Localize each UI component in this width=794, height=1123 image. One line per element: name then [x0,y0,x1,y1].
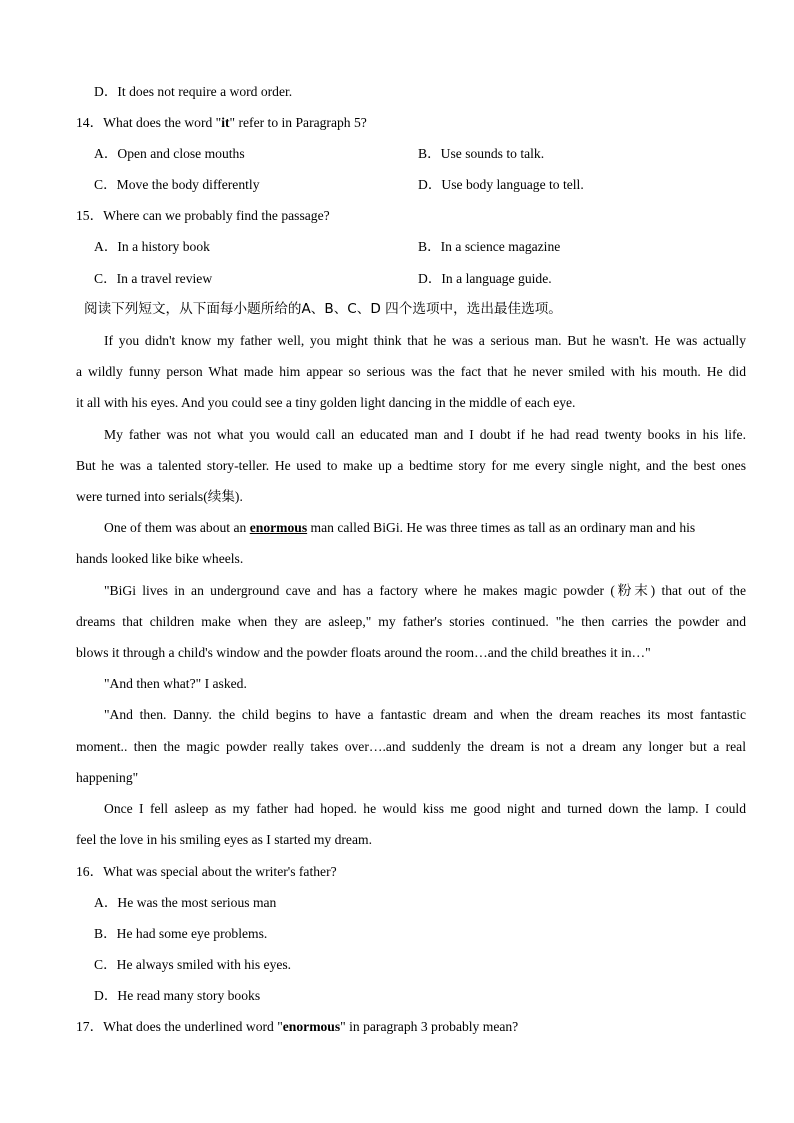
q14-option-b: B．Use sounds to talk. [418,146,545,161]
q16-stem: 16．What was special about the writer's father? [76,864,337,879]
q16-option-c: C．He always smiled with his eyes. [94,957,292,972]
q16-option-a: A．He was the most serious man [94,895,277,910]
q14-stem-post: " refer to in Paragraph 5? [229,115,367,130]
passage-line: a wildly funny person What made him appear so serious was the fact that he never smiled with his mouth. He did [76,364,746,379]
passage-line: it all with his eyes. And you could see a tiny golden light dancing in the middle of each eye. [76,395,576,410]
passage-line: My father was not what you would call an educated man and I doubt if he had read twenty books in his life. [104,427,746,442]
passage-line: blows it through a child's window and the powder floats around the room…and the child breathes it in…" [76,645,651,660]
q16-option-b: B．He had some eye problems. [94,926,268,941]
passage-line: hands looked like bike wheels. [76,551,244,566]
q14-option-c: C．Move the body differently [94,177,260,192]
q15-option-c: C．In a travel review [94,271,213,286]
underlined-word: enormous [249,520,308,535]
q17-stem-pre: 17．What does the underlined word " [76,1019,283,1034]
passage-p3-post: man called BiGi. He was three times as tall as an ordinary man and his [307,520,696,535]
passage-line: "And then. Danny. the child begins to have a fantastic dream and when the dream reaches its most fantastic [104,707,746,722]
q17-keyword: enormous [282,1019,341,1034]
passage-line: "And then what?" I asked. [104,676,247,691]
q14-stem-pre: 14．What does the word " [76,115,222,130]
passage-line [104,519,695,537]
passage-p3-pre: One of them was about an [104,520,250,535]
q17-stem [76,1018,518,1036]
q14-keyword: it [221,115,230,130]
q14-option-a: A．Open and close mouths [94,146,245,161]
reading-instruction: 阅读下列短文，从下面每小题所给的A、B、C、D 四个选项中，选出最佳选项。 [84,301,562,317]
q17-stem-post: " in paragraph 3 probably mean? [340,1019,519,1034]
q15-stem: 15．Where can we probably find the passage? [76,208,330,223]
passage-line: Once I fell asleep as my father had hoped. he would kiss me good night and turned down the lamp. I could [104,801,746,816]
passage-line: "BiGi lives in an underground cave and has a factory where he makes magic powder (粉末) that out of the [104,583,746,598]
passage-line: If you didn't know my father well, you might think that he was a serious man. But he wasn't. He was actually [104,333,746,348]
q15-option-b: B．In a science magazine [418,239,561,254]
q15-option-d: D．In a language guide. [418,271,552,286]
passage-line: moment.. then the magic powder really takes over….and suddenly the dream is not a dream any longer but a real [76,739,746,754]
passage-line: But he was a talented story-teller. He used to make up a bedtime story for me every single night, and the best ones [76,458,746,473]
passage-line: were turned into serials(续集). [76,489,243,504]
passage-line: dreams that children make when they are asleep," my father's stories continued. "he then carries the powder and [76,614,746,629]
passage-line: feel the love in his smiling eyes as I started my dream. [76,832,372,847]
q13-option-d: D．It does not require a word order. [94,84,293,99]
passage-line: happening" [76,770,139,785]
q14-option-d: D．Use body language to tell. [418,177,584,192]
q15-option-a: A．In a history book [94,239,210,254]
q16-option-d: D．He read many story books [94,988,261,1003]
q14-stem [76,114,367,132]
